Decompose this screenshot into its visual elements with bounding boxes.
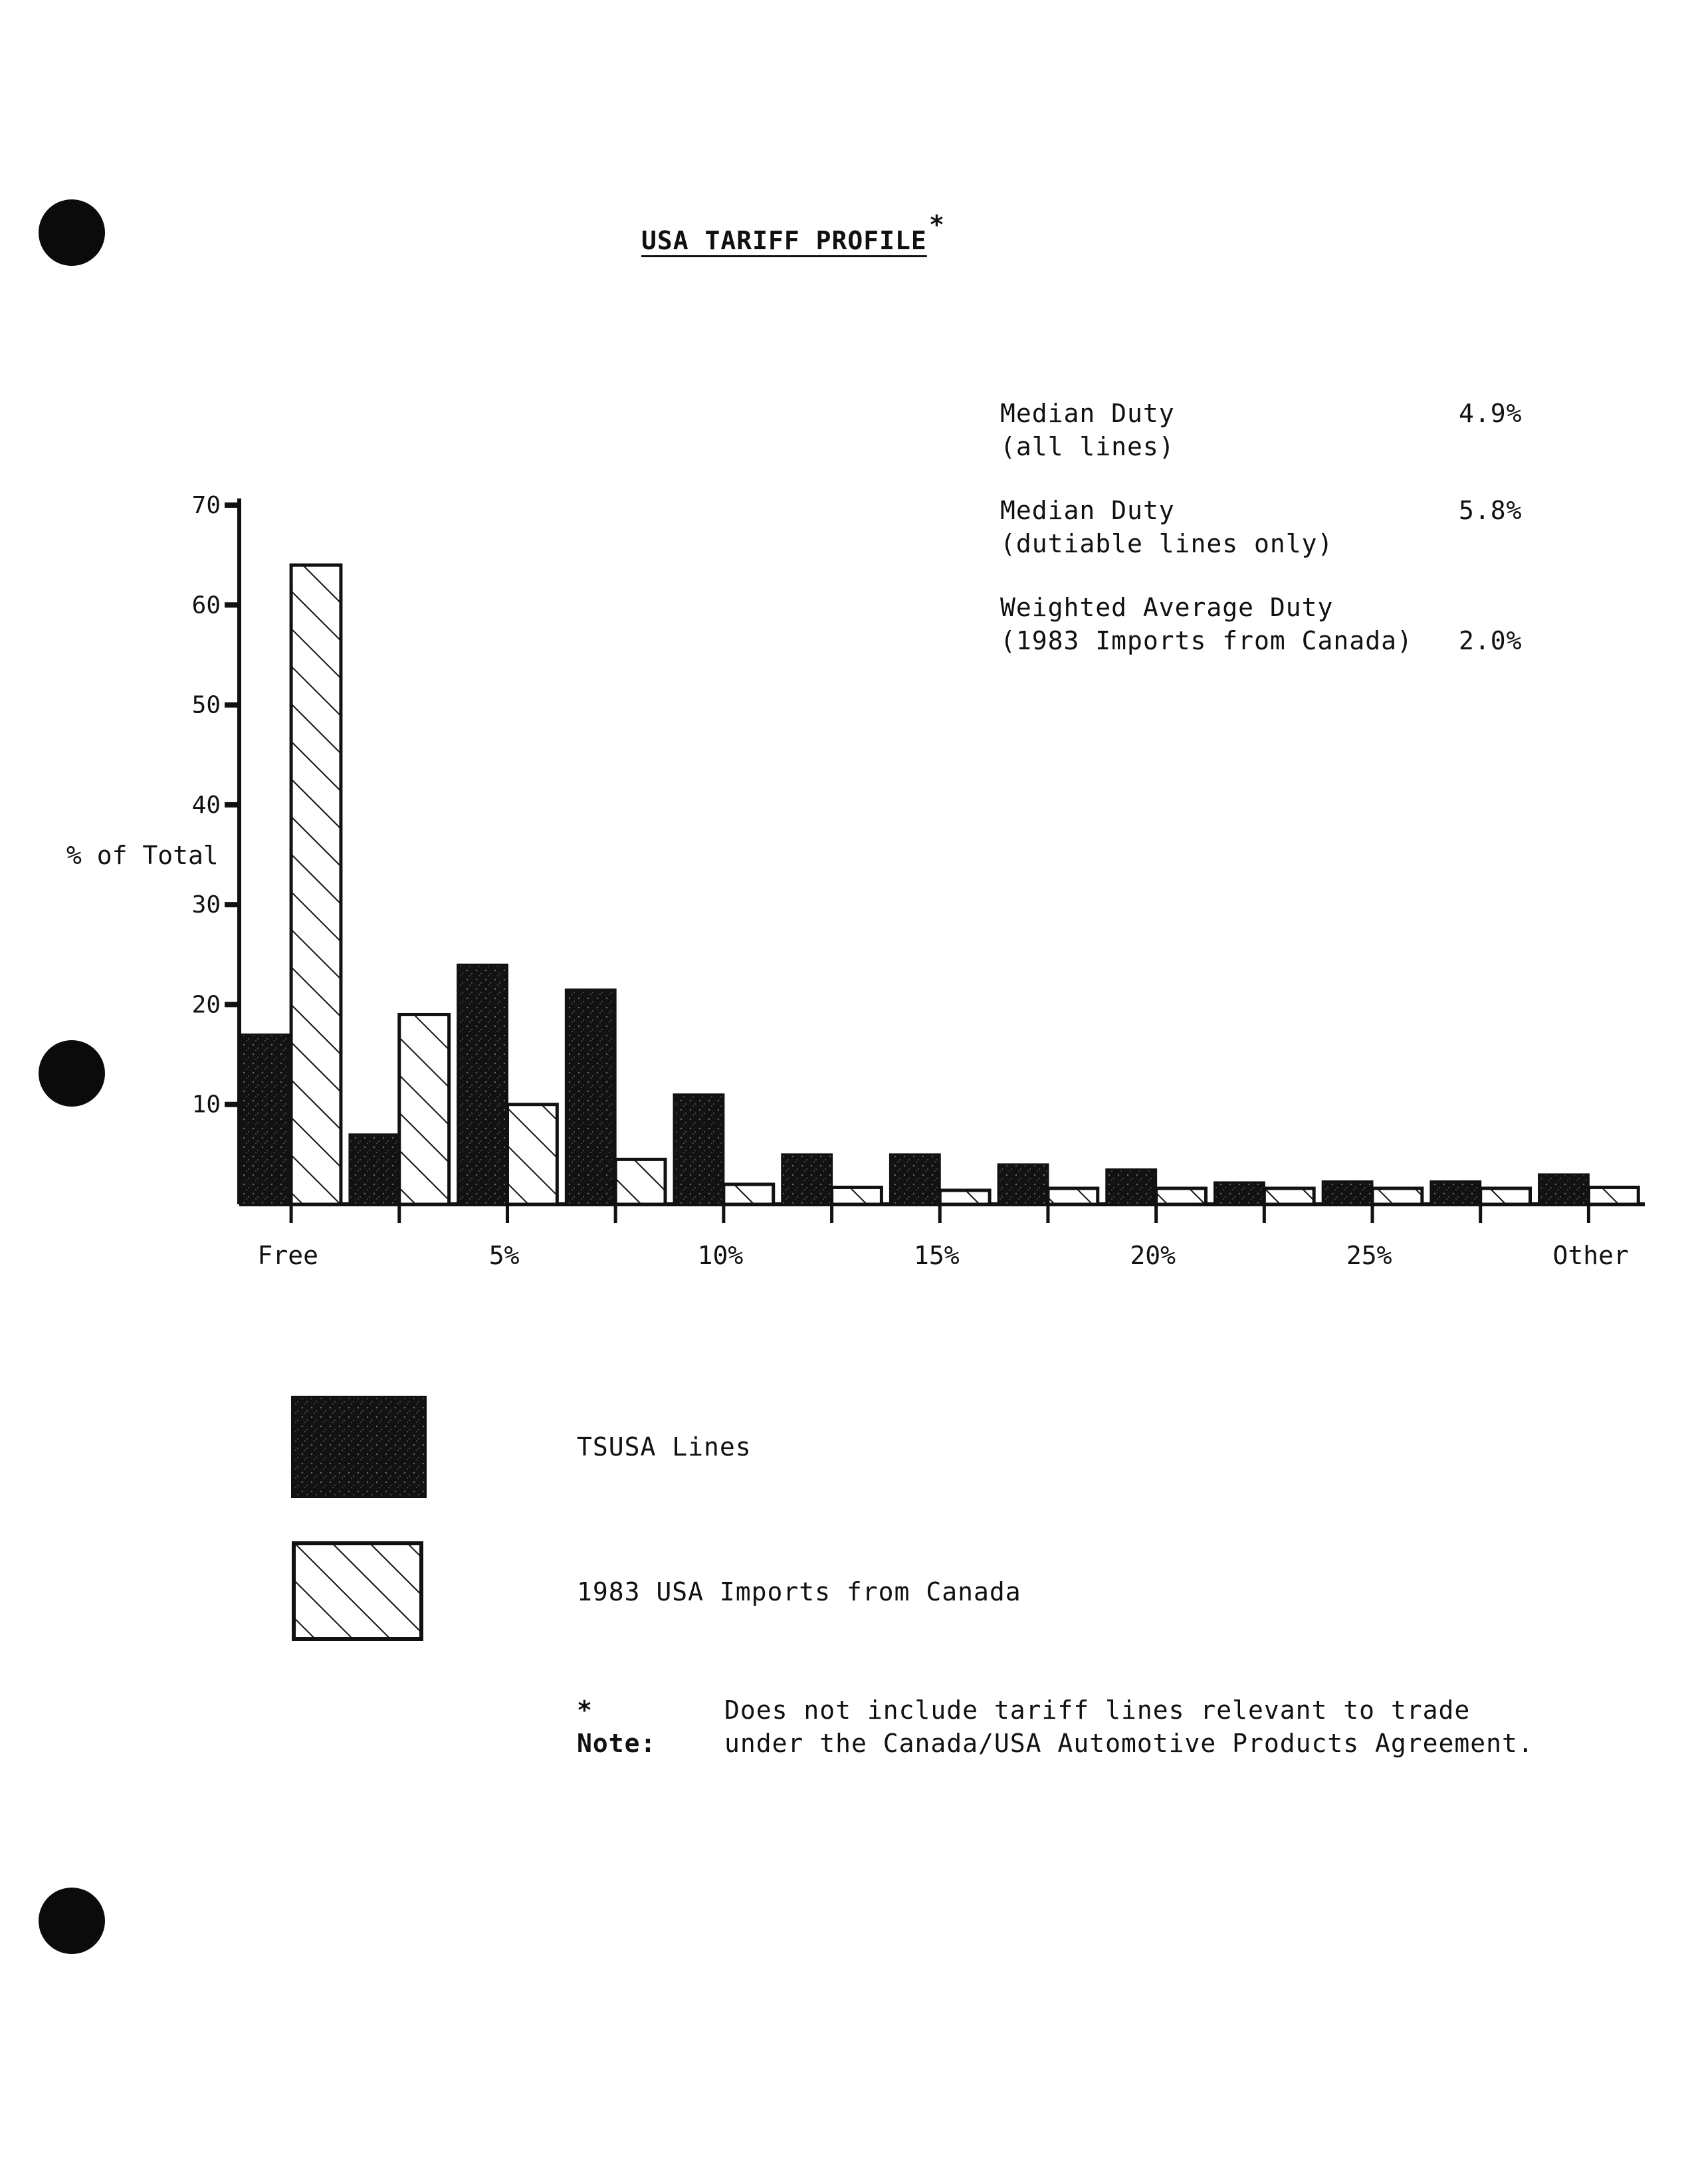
bar-tsusa-lines	[674, 1095, 724, 1204]
x-tick-label: 20%	[1130, 1241, 1176, 1270]
bar-tsusa-lines	[890, 1154, 940, 1204]
bar-tsusa-lines	[241, 1035, 291, 1204]
bar-imports-canada	[507, 1105, 557, 1204]
bar-tsusa-lines	[1322, 1181, 1372, 1204]
bar-tsusa-lines	[458, 964, 508, 1204]
y-tick-label: 50	[191, 691, 221, 719]
y-tick-label: 10	[191, 1091, 221, 1119]
bar-imports-canada	[724, 1184, 774, 1204]
stat-value: 2.0%	[1459, 626, 1523, 655]
bar-tsusa-lines	[998, 1164, 1048, 1204]
title-footnote-marker: *	[929, 210, 944, 239]
bar-tsusa-lines	[1107, 1169, 1156, 1204]
legend-label: TSUSA Lines	[577, 1432, 752, 1462]
bar-imports-canada	[940, 1190, 990, 1204]
stat-label: Weighted Average Duty (1983 Imports from Canada)	[1000, 593, 1413, 655]
y-tick-label: 70	[191, 492, 221, 519]
y-axis-label: % of Total	[66, 841, 219, 870]
legend-swatch-dark	[291, 1396, 431, 1502]
bar-imports-canada	[1481, 1188, 1531, 1204]
y-tick-label: 20	[191, 991, 221, 1019]
bar-imports-canada	[291, 565, 341, 1204]
legend-swatch-hatched	[291, 1541, 431, 1647]
stat-label: Median Duty (dutiable lines only)	[1000, 496, 1334, 558]
bar-tsusa-lines	[1539, 1174, 1589, 1204]
stat-value: 5.8%	[1459, 496, 1523, 525]
footnote-text: Does not include tariff lines relevant to trade under the Canada/USA Automotive Products Agreement.	[724, 1695, 1534, 1758]
bar-tsusa-lines	[566, 990, 615, 1204]
legend-label: 1983 USA Imports from Canada	[577, 1577, 1021, 1606]
bar-tsusa-lines	[350, 1135, 399, 1204]
bar-imports-canada	[399, 1014, 449, 1204]
y-tick-label: 60	[191, 592, 221, 619]
bar-imports-canada	[832, 1187, 882, 1204]
x-tick-label: 5%	[488, 1241, 520, 1270]
bar-tsusa-lines	[782, 1154, 832, 1204]
chart-bars	[241, 565, 1638, 1204]
bar-imports-canada	[1156, 1188, 1206, 1204]
x-tick-label: 25%	[1346, 1241, 1392, 1270]
y-tick-label: 40	[191, 791, 221, 819]
x-tick-label: Free	[257, 1241, 318, 1270]
x-tick-label: 15%	[914, 1241, 960, 1270]
bar-imports-canada	[1048, 1188, 1098, 1204]
bar-imports-canada	[1588, 1187, 1638, 1204]
stat-value: 4.9%	[1459, 399, 1523, 428]
page-title: USA TARIFF PROFILE	[641, 226, 927, 255]
stat-label: Median Duty (all lines)	[1000, 399, 1175, 461]
bar-tsusa-lines	[1214, 1182, 1264, 1204]
x-tick-label: 10%	[697, 1241, 744, 1270]
footnote-marker: * Note:	[577, 1695, 657, 1758]
bar-imports-canada	[615, 1159, 665, 1204]
x-tick-label: Other	[1552, 1241, 1629, 1270]
bar-tsusa-lines	[1431, 1181, 1481, 1204]
y-tick-label: 30	[191, 891, 221, 919]
bar-imports-canada	[1372, 1188, 1422, 1204]
bar-imports-canada	[1264, 1188, 1314, 1204]
